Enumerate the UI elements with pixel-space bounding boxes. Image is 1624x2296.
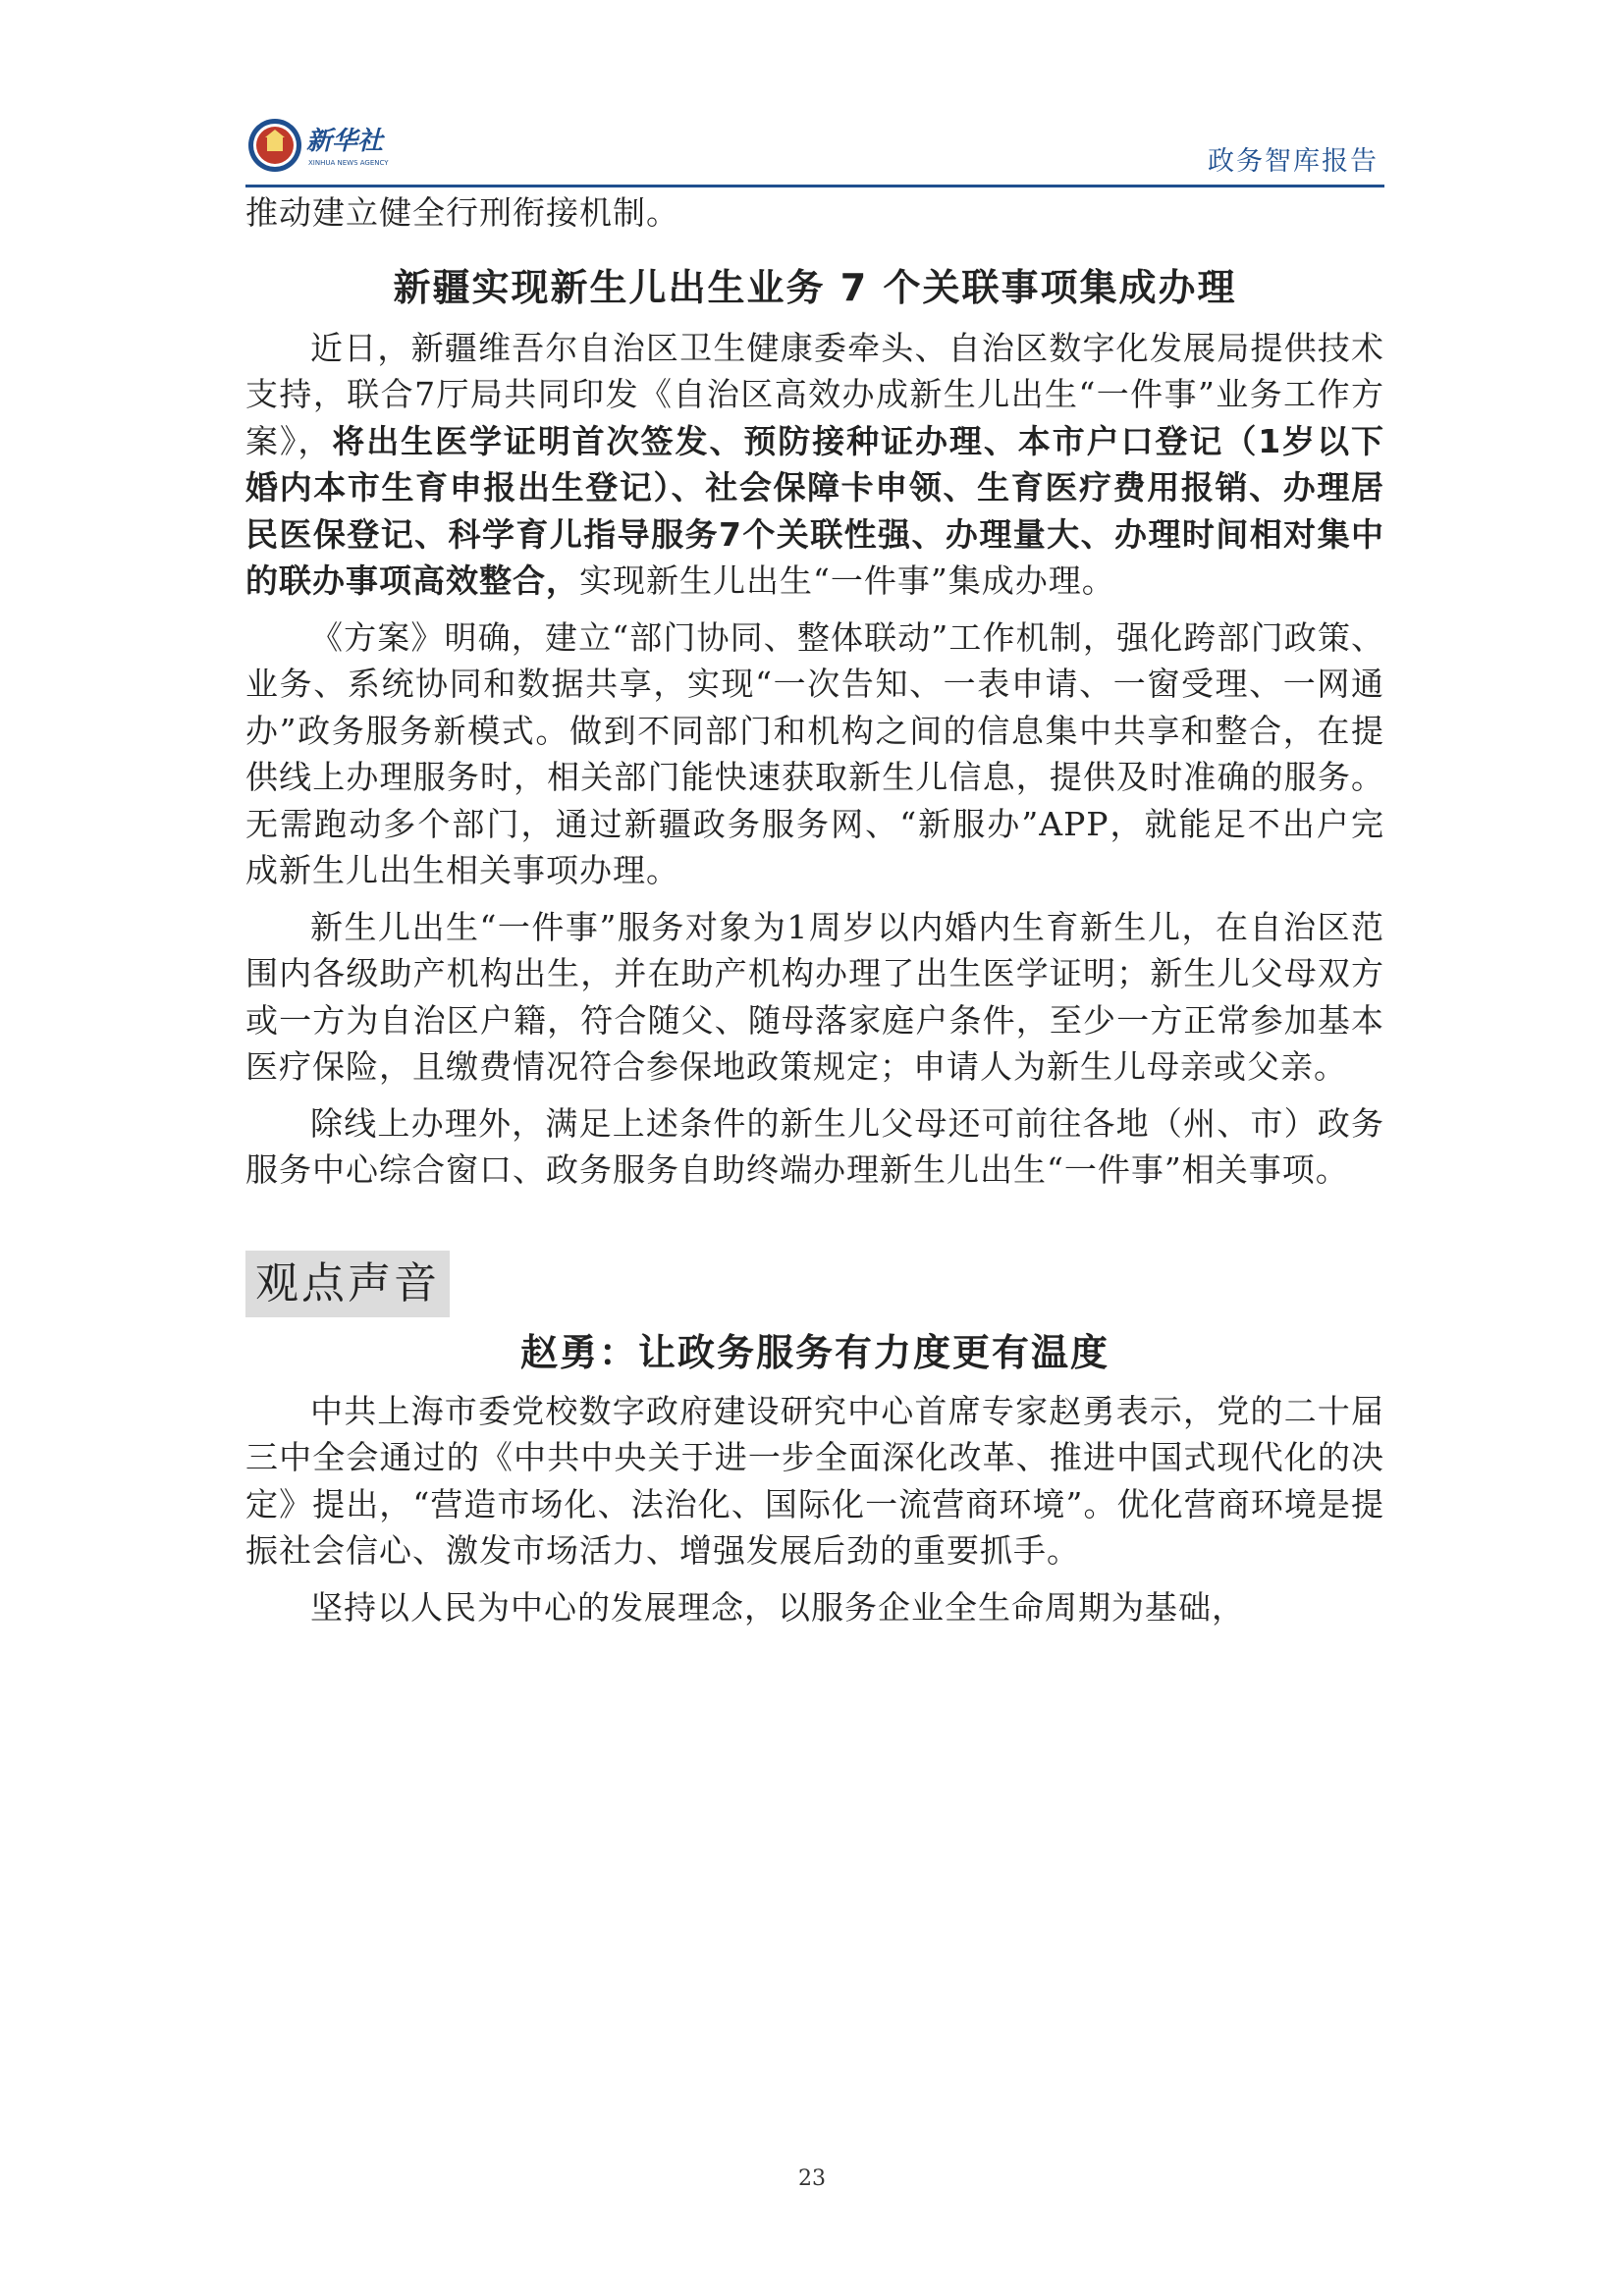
article1-paragraph-3: 新生儿出生“一件事”服务对象为1周岁以内婚内生育新生儿，在自治区范围内各级助产机构出生，并在助产机构办理了出生医学证明；新生儿父母双方或一方为自治区户籍，符合随父、随母落家庭户条件，至少一方正常参加基本医疗保险，且缴费情况符合参保地政策规定；申请人为新生儿母亲或父亲。	[245, 907, 1384, 1086]
article1-title: 新疆实现新生儿出生业务 7 个关联事项集成办理	[393, 265, 1237, 309]
document-body	[245, 189, 1384, 1630]
article1-p1-start: 近日，新疆维吾尔自治区卫生健康委牵头、自治区数字化发展局提供技术支持，联合7厅局共同印发《自治区高效办成新生儿出生“一件事”业务工作方案》，	[245, 328, 1384, 460]
section-heading: 观点声音	[245, 1251, 450, 1317]
logo-text: 新华社	[306, 127, 384, 156]
logo-subtext: XINHUA NEWS AGENCY	[308, 159, 389, 167]
page-number: 23	[798, 2166, 826, 2191]
section-heading-wrapper	[245, 1251, 1384, 1317]
page-header	[245, 116, 1384, 187]
article1-paragraph-2: 《方案》明确，建立“部门协同、整体联动”工作机制，强化跨部门政策、业务、系统协同和数据共享，实现“一次告知、一表申请、一窗受理、一网通办”政务服务新模式。做到不同部门和机构之间的信息集中共享和整合，在提供线上办理服务时，相关部门能快速获取新生儿信息，提供及时准确的服务。无需跑动多个部门，通过新疆政务服务网、“新服办”APP，就能足不出户完成新生儿出生相关事项办理。	[245, 617, 1384, 889]
article2-paragraph-2: 坚持以人民为中心的发展理念，以服务企业全生命周期为基础，	[310, 1587, 1245, 1627]
article1-p1-end: 实现新生儿出生“一件事”集成办理。	[579, 561, 1115, 600]
article1-paragraph-1	[245, 325, 1384, 605]
xinhua-logo	[245, 116, 412, 177]
article1-paragraph-4: 除线上办理外，满足上述条件的新生儿父母还可前往各地（州、市）政务服务中心综合窗口、政务服务自助终端办理新生儿出生“一件事”相关事项。	[245, 1103, 1384, 1189]
article1-p1-bold: 将出生医学证明首次签发、预防接种证办理、本市户口登记（1岁以下婚内本市生育申报出生登记）、社会保障卡申领、生育医疗费用报销、办理居民医保登记、科学育儿指导服务7个关联性强、办理量大、办理时间相对集中的联办事项高效整合，	[245, 421, 1384, 600]
report-name: 政务智库报告	[1208, 146, 1379, 177]
article2-paragraph-1: 中共上海市委党校数字政府建设研究中心首席专家赵勇表示，党的二十届三中全会通过的《中共中央关于进一步全面深化改革、推进中国式现代化的决定》提出，“营造市场化、法治化、国际化一流营商环境”。优化营商环境是提振社会信心、激发市场活力、增强发展后劲的重要抓手。	[245, 1391, 1384, 1570]
article2-title: 赵勇：让政务服务有力度更有温度	[519, 1330, 1110, 1374]
carryover-paragraph: 推动建立健全行刑衔接机制。	[245, 193, 679, 232]
